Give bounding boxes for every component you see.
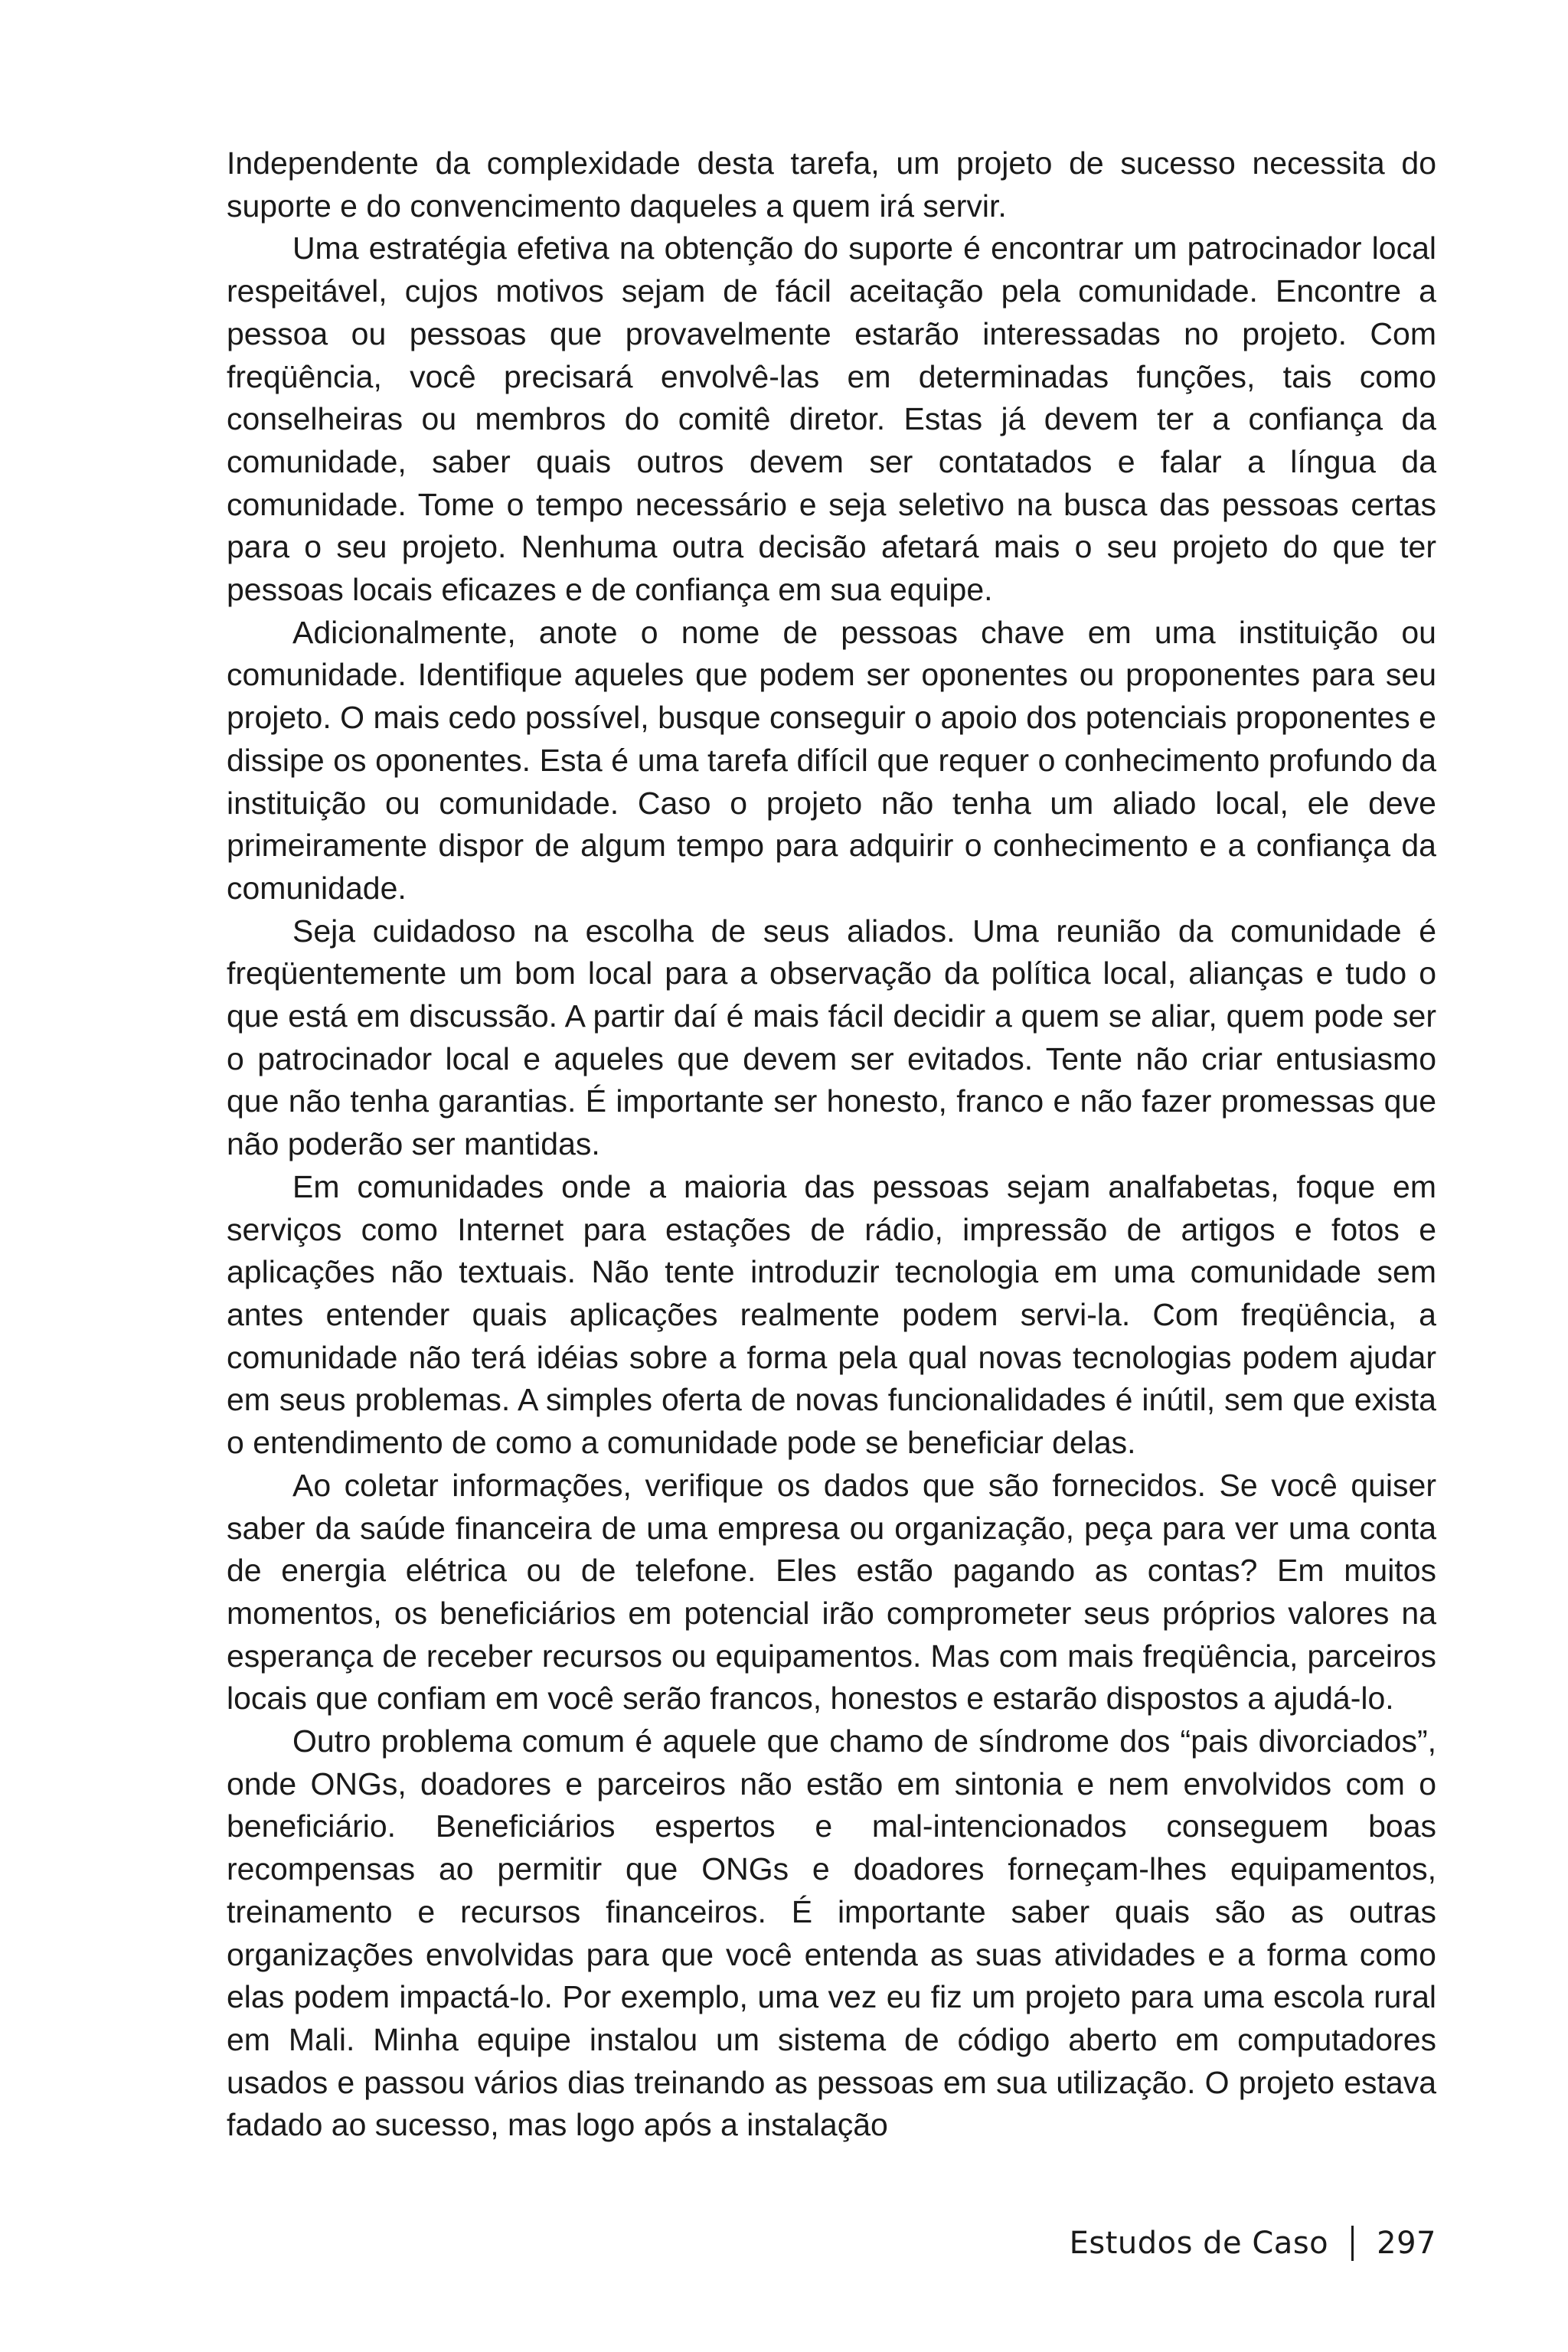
paragraph-5: Em comunidades onde a maioria das pessoas sejam analfabetas, foque em serviços como Internet para estações de rádio, impressão de artigos e fotos e aplicações não textuais. Não tente introduzir tecnologia em uma comunidade sem antes entender quais aplicações realmente podem servi-la. Com freqüência, a comunidade não terá idéias sobre a forma pela qual novas tecnologias podem ajudar em seus problemas. A simples oferta de novas funcionalidades é inútil, sem que exista o entendimento de como a comunidade pode se beneficiar delas. [227,1168,1436,1461]
paragraph-1: Independente da complexidade desta tarefa, um projeto de sucesso necessita do suporte e do convencimento daqueles a quem irá servir. [227,145,1436,224]
paragraph-4: Seja cuidadoso na escolha de seus aliados. Uma reunião da comunidade é freqüentemente um bom local para a observação da política local, alianças e tudo o que está em discussão. A partir daí é mais fácil decidir a quem se aliar, quem pode ser o patrocinador local e aqueles que devem ser evitados. Tente não criar entusiasmo que não tenha garantias. É importante ser honesto, franco e não fazer promessas que não poderão ser mantidas. [227,913,1436,1162]
paragraph-7: Outro problema comum é aquele que chamo de síndrome dos “pais divorciados”, onde ONGs, doadores e parceiros não estão em sintonia e nem envolvidos com o beneficiário. Beneficiários espertos e mal-intencionados conseguem boas recompensas ao permitir que ONGs e doadores forneçam-lhes equipamentos, treinamento e recursos financeiros. É importante saber quais são as outras organizações envolvidas para que você entenda as suas atividades e a forma como elas podem impactá-lo. Por exemplo, uma vez eu fiz um projeto para uma escola rural em Mali. Minha equipe instalou um sistema de código aberto em computadores usados e passou vários dias treinando as pessoas em sua utilização. O projeto estava fadado ao sucesso, mas logo após a instalação [227,1723,1436,2143]
page-footer [1070,2220,1436,2266]
paragraph-2: Uma estratégia efetiva na obtenção do suporte é encontrar um patrocinador local respeitável, cujos motivos sejam de fácil aceitação pela comunidade. Encontre a pessoa ou pessoas que provavelmente estarão interessadas no projeto. Com freqüência, você precisará envolvê-las em determinadas funções, tais como conselheiras ou membros do comitê diretor. Estas já devem ter a confiança da comunidade, saber quais outros devem ser contatados e falar a língua da comunidade. Tome o tempo necessário e seja seletivo na busca das pessoas certas para o seu projeto. Nenhuma outra decisão afetará mais o seu projeto do que ter pessoas locais eficazes e de confiança em sua equipe. [227,230,1436,608]
paragraph-3: Adicionalmente, anote o nome de pessoas chave em uma instituição ou comunidade. Identifique aqueles que podem ser oponentes ou proponentes para seu projeto. O mais cedo possível, busque conseguir o apoio dos potenciais proponentes e dissipe os oponentes. Esta é uma tarefa difícil que requer o conhecimento profundo da instituição ou comunidade. Caso o projeto não tenha um aliado local, ele deve primeiramente dispor de algum tempo para adquirir o conhecimento e a confiança da comunidade. [227,614,1436,906]
paragraph-6: Ao coletar informações, verifique os dados que são fornecidos. Se você quiser saber da saúde financeira de uma empresa ou organização, peça para ver uma conta de energia elétrica ou de telefone. Eles estão pagando as contas? Em muitos momentos, os beneficiários em potencial irão comprometer seus próprios valores na esperança de receber recursos ou equipamentos. Mas com mais freqüência, parceiros locais que confiam em você serão francos, honestos e estarão dispostos a ajudá-lo. [227,1467,1436,1717]
footer-divider [1351,2226,1354,2261]
body-text [227,142,1436,2147]
footer-section-title: Estudos de Caso [1069,2226,1329,2261]
page-number: 297 [1377,2226,1436,2261]
